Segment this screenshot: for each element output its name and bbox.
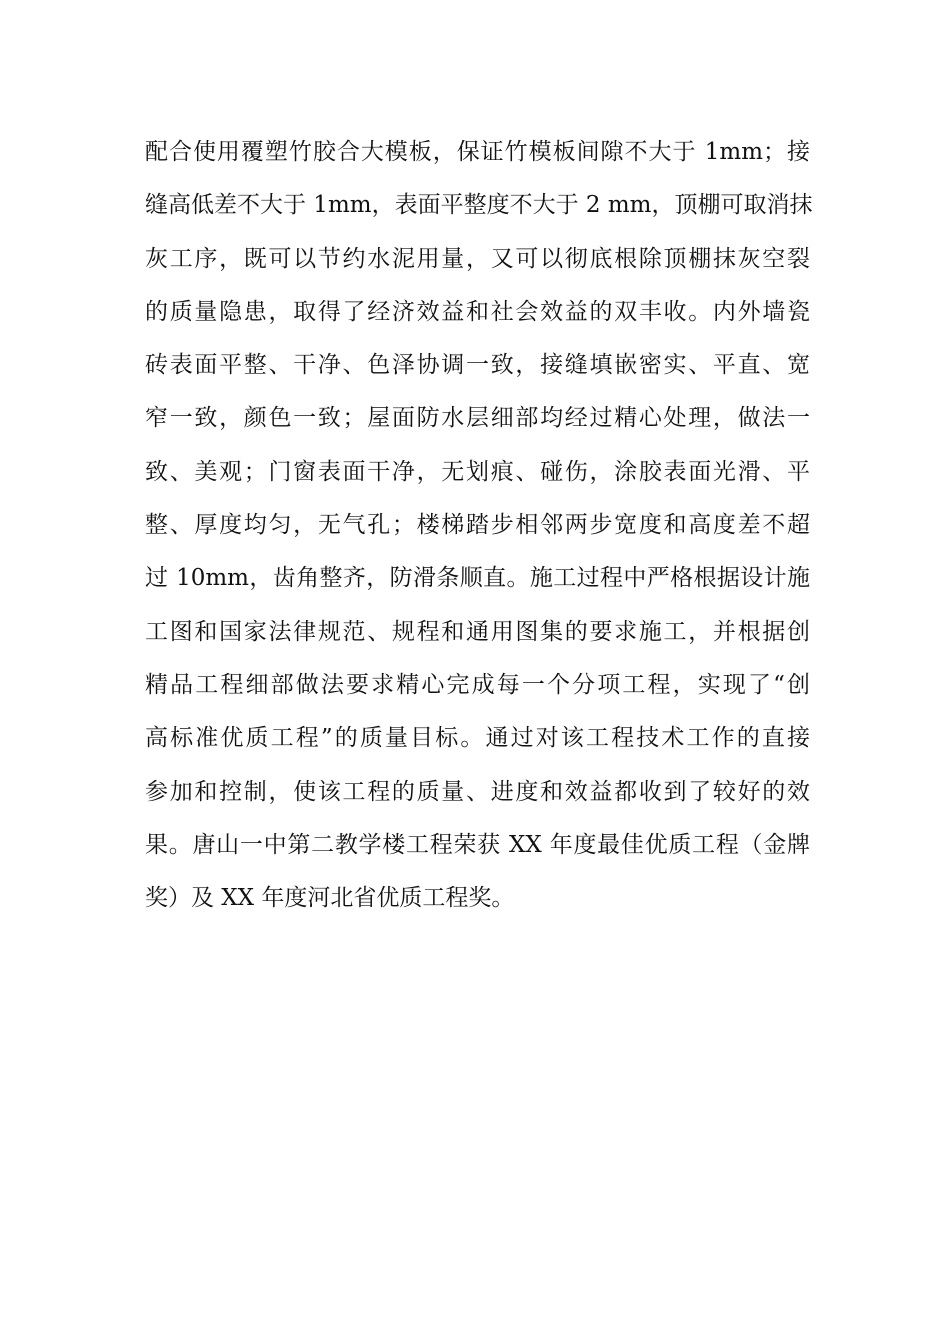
paragraph-line: 致、美观；门窗表面干净，无划痕、碰伤，涂胶表面光滑、平 — [145, 458, 810, 485]
paragraph-line: 工图和国家法律规范、规程和通用图集的要求施工，并根据创 — [145, 618, 810, 645]
paragraph-line: 精品工程细部做法要求精心完成每一个分项工程，实现了“创 — [145, 671, 810, 698]
paragraph — [145, 126, 813, 925]
paragraph-line: 整、厚度均匀，无气孔；楼梯踏步相邻两步宽度和高度差不超 — [145, 512, 810, 539]
paragraph-line: 过 10mm，齿角整齐，防滑条顺直。施工过程中严格根据设计施 — [145, 565, 810, 592]
paragraph-line: 奖）及 XX 年度河北省优质工程奖。 — [145, 885, 515, 912]
paragraph-line: 果。唐山一中第二教学楼工程荣获 XX 年度最佳优质工程（金牌 — [145, 831, 810, 858]
paragraph-line: 参加和控制，使该工程的质量、进度和效益都收到了较好的效 — [145, 778, 810, 805]
paragraph-line: 缝高低差不大于 1mm，表面平整度不大于 2 mm，顶棚可取消抹 — [145, 192, 813, 219]
paragraph-line: 灰工序，既可以节约水泥用量，又可以彻底根除顶棚抹灰空裂 — [145, 245, 810, 272]
paragraph-line: 砖表面平整、干净、色泽协调一致，接缝填嵌密实、平直、宽 — [145, 352, 810, 379]
paragraph-line: 配合使用覆塑竹胶合大模板，保证竹模板间隙不大于 1mm；接 — [145, 139, 810, 165]
paragraph-line: 高标准优质工程”的质量目标。通过对该工程技术工作的直接 — [145, 725, 810, 752]
paragraph-line: 的质量隐患，取得了经济效益和社会效益的双丰收。内外墙瓷 — [145, 298, 810, 325]
paragraph-line: 窄一致，颜色一致；屋面防水层细部均经过精心处理，做法一 — [145, 405, 810, 432]
